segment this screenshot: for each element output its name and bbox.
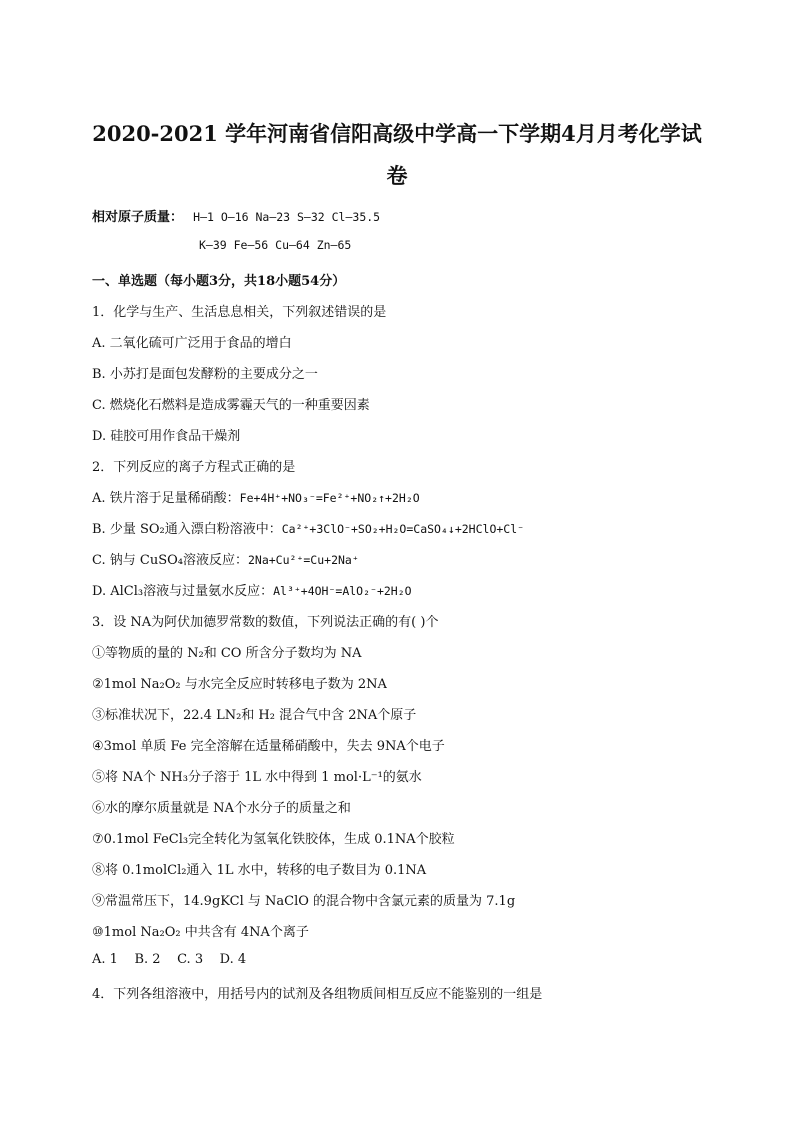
question-2-option-d xyxy=(92,580,412,599)
atomic-mass-row-2 xyxy=(199,238,351,253)
exam-title-line-2: 卷 xyxy=(386,163,408,188)
question-1-option-d: D. 硅胶可用作食品干燥剂 xyxy=(92,429,241,444)
option-c-text: C. 钠与 CuSO₄溶液反应： xyxy=(92,553,248,568)
exam-title-line-1: 2020-2021 学年河南省信阳高级中学高一下学期4月月考化学试 xyxy=(92,121,702,146)
option-b-equation: Ca²⁺+3ClO⁻+SO₂+H₂O=CaSO₄↓+2HClO+Cl⁻ xyxy=(281,522,525,536)
question-1-option-b: B. 小苏打是面包发酵粉的主要成分之一 xyxy=(92,367,318,382)
question-1-option-a: A. 二氧化硫可广泛用于食品的增白 xyxy=(92,336,292,351)
question-3-item-1: ①等物质的量的 N₂和 CO 所含分子数均为 NA xyxy=(92,646,362,661)
question-3-stem: 3．设 NA为阿伏加德罗常数的数值，下列说法正确的有( )个 xyxy=(92,615,439,630)
question-2-option-b xyxy=(92,518,524,537)
question-3-item-3: ③标准状况下，22.4 LN₂和 H₂ 混合气中含 2NA个原子 xyxy=(92,708,417,723)
question-3-item-9: ⑨常温常压下，14.9gKCl 与 NaClO 的混合物中含氯元素的质量为 7.1g xyxy=(92,894,516,909)
atomic-mass-label: 相对原子质量： xyxy=(92,210,184,225)
question-3-item-4: ④3mol 单质 Fe 完全溶解在适量稀硝酸中，失去 9NA个电子 xyxy=(92,739,445,754)
question-2-option-a xyxy=(92,487,420,506)
question-2-stem: 2．下列反应的离子方程式正确的是 xyxy=(92,460,296,475)
question-1-stem: 1．化学与生产、生活息息相关，下列叙述错误的是 xyxy=(92,305,387,320)
question-4-stem: 4．下列各组溶液中，用括号内的试剂及各组物质间相互反应不能鉴别的一组是 xyxy=(92,987,543,1002)
atomic-mass-row-1 xyxy=(92,206,380,225)
option-b-text: B. 少量 SO₂通入漂白粉溶液中： xyxy=(92,522,282,537)
question-3-item-7: ⑦0.1mol FeCl₃完全转化为氢氧化铁胶体，生成 0.1NA个胶粒 xyxy=(92,832,455,847)
question-1-option-c: C. 燃烧化石燃料是造成雾霾天气的一种重要因素 xyxy=(92,398,370,413)
atomic-mass-values-1: H—1 O—16 Na—23 S—32 Cl—35.5 xyxy=(193,210,381,224)
section-heading: 一、单选题（每小题3分，共18小题54分） xyxy=(92,274,346,289)
question-3-item-8: ⑧将 0.1molCl₂通入 1L 水中，转移的电子数目为 0.1NA xyxy=(92,863,427,878)
option-a-equation: Fe+4H⁺+NO₃⁻=Fe²⁺+NO₂↑+2H₂O xyxy=(239,491,420,505)
option-a-text: A. 铁片溶于足量稀硝酸： xyxy=(92,491,240,506)
option-d-equation: Al³⁺+4OH⁻=AlO₂⁻+2H₂O xyxy=(273,584,412,598)
option-d-text: D. AlCl₃溶液与过量氨水反应： xyxy=(92,584,274,599)
question-3-item-5: ⑤将 NA个 NH₃分子溶于 1L 水中得到 1 mol·L⁻¹的氨水 xyxy=(92,770,422,785)
atomic-mass-values-2: K—39 Fe—56 Cu—64 Zn—65 xyxy=(199,238,352,252)
question-3-choices: A. 1 B. 2 C. 3 D. 4 xyxy=(92,952,247,967)
option-c-equation: 2Na+Cu²⁺=Cu+2Na⁺ xyxy=(247,553,359,567)
question-3-item-10: ⑩1mol Na₂O₂ 中共含有 4NA个离子 xyxy=(92,925,309,940)
question-3-item-2: ②1mol Na₂O₂ 与水完全反应时转移电子数为 2NA xyxy=(92,677,387,692)
question-3-item-6: ⑥水的摩尔质量就是 NA个水分子的质量之和 xyxy=(92,801,351,816)
question-2-option-c xyxy=(92,549,359,568)
